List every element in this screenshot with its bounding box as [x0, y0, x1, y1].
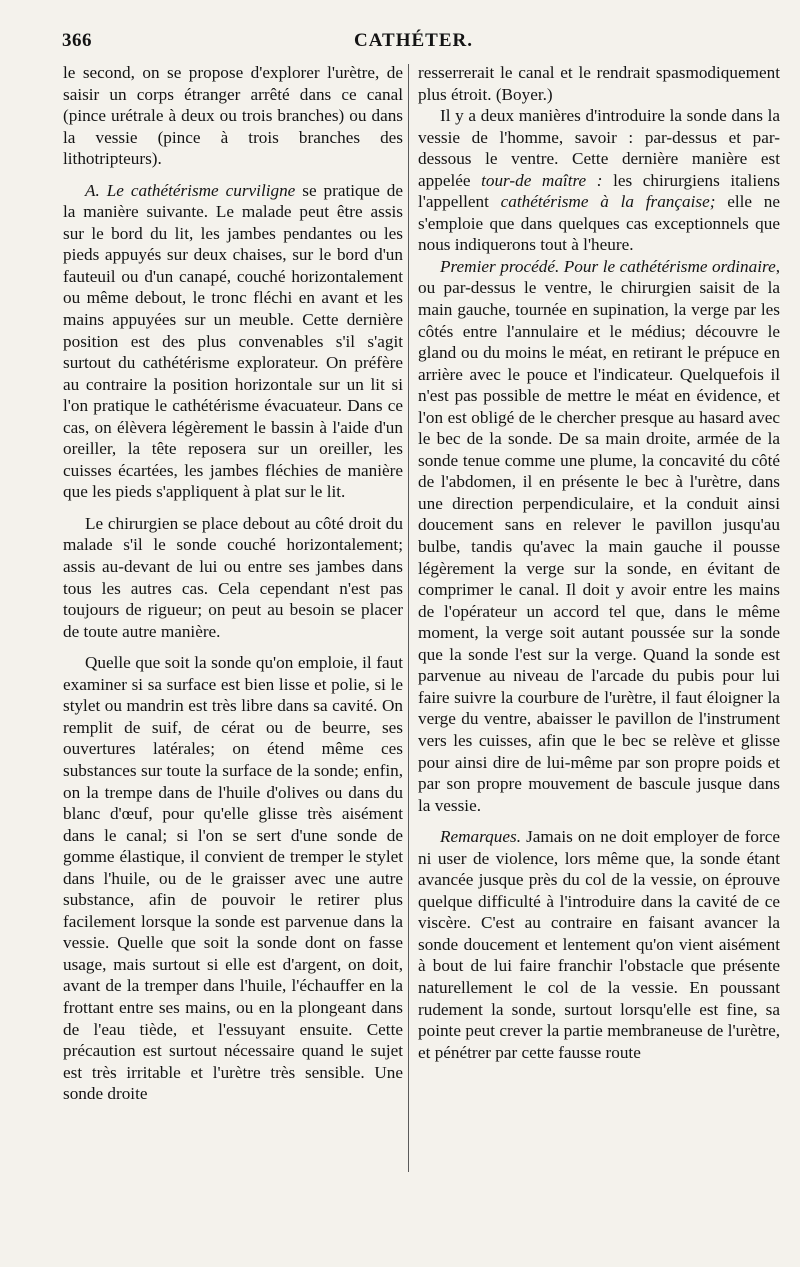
right-column — [418, 62, 780, 1063]
paragraph: le second, on se propose d'explorer l'urètre, de saisir un corps étranger arrêté dans ce canal (pince urétrale à deux ou trois branches) ou dans la vessie (pince à trois branches des lithotripteurs). — [63, 63, 403, 169]
paragraph: resserrerait le canal et le rendrait spasmodiquement plus étroit. (Boyer.) — [418, 63, 780, 104]
page-number: 366 — [62, 30, 92, 51]
paragraph: Quelle que soit la sonde qu'on emploie, il faut examiner si sa surface est bien lisse et polie, si le stylet ou mandrin est très libre dans sa cavité. On remplit de suif, de cérat ou de beurre, ses ouvertures latérales; on étend même ces substances sur toute la surface de la sonde; enfin, on la trempe dans de l'huile d'olives ou dans du blanc d'œuf, pour qu'elle glisse très aisément dans le canal; si l'on se sert d'une sonde de gomme élastique, il convient de tremper le stylet dans l'huile, ou de le graisser avec une autre substance, afin de pouvoir le retirer plus facilement lorsque la sonde est parvenue dans la vessie. Quelle que soit la sonde dont on fasse usage, mais surtout si elle est d'argent, on doit, avant de la tremper dans l'huile, l'échauffer en la frottant entre ses mains, ou en la plongeant dans de l'eau tiède, et l'essuyant ensuite. Cette précaution est surtout nécessaire quand le sujet est très irritable et l'urètre très sensible. Une sonde droite — [63, 653, 403, 1104]
paragraph: Le chirurgien se place debout au côté droit du malade s'il le sonde couché horizontalement; assis au-devant de lui ou entre ses jambes dans tous les autres cas. Cela cependant n'est pas toujours de rigueur; on peut au besoin se placer de toute autre manière. — [63, 513, 403, 641]
left-column — [63, 62, 403, 1105]
paragraph-text: elle ne s'emploie que dans quelques cas exceptionnels que nous indiquerons tout à l'heure. — [418, 192, 780, 255]
running-title: CATHÉTER. — [354, 30, 473, 51]
paragraph-text: les chirurgiens italiens l'appellent — [418, 170, 780, 212]
paragraph-text: Il y a deux manières d'introduire la sonde dans la vessie de l'homme, savoir : par-dessus et par-dessous le ventre. Cette dernière manière est appelée — [418, 106, 780, 190]
paragraph-text: , ou par-dessus le ventre, le chirurgien saisit de la main gauche, tournée en supination, la verge par les côtés entre l'annulaire et le médius; découvre le gland ou du moins le méat, en retirant le prépuce en arrière avec le pouce et l'indicateur. Quelquefois il n'est pas possible de mettre le méat en évidence, et l'on est obligé de le chercher presque au hasard avec le bec de la sonde. De sa main droite, armée de la sonde tenue comme une plume, la concavité du côté de l'abdomen, il en présente le bec à l'urètre, dans une direction perpendiculaire, et la conduit ainsi doucement sans en relever le pavillon jusqu'au bulbe, tandis qu'avec la main gauche il pousse légèrement la verge sur la sonde, en évitant de comprimer le canal. Il doit y avoir entre les mains de l'opérateur un accord tel que, dans le même moment, la verge soit autant poussée sur la sonde que la sonde l'est sur la verge. Quand la sonde est parvenue au niveau de l'arcade du pubis pour lui faire suivre la courbure de l'urètre, il faut éloigner la verge du ventre, abaisser le pavillon de l'instrument vers les cuisses, afin que le bec se relève et glisse pour ainsi dire de lui-même par son propre poids et par son propre mouvement de bascule jusque dans la vessie. — [418, 256, 780, 815]
section-heading: Remarques. — [440, 827, 521, 847]
page-header — [62, 30, 770, 60]
italic-term: tour-de maître : — [481, 170, 603, 190]
column-divider — [408, 64, 409, 1172]
paragraph-text: Jamais on ne doit employer de force ni user de violence, lors même que, la sonde étant avancée jusque près du col de la vessie, on éprouve quelque difficulté à l'introduire dans la cavité de ce viscère. C'est au contraire en faisant avancer la sonde doucement et lentement qu'on vient aisément à bout de lui faire franchir l'obstacle que présente naturellement le col de la vessie. En poussant rudement la sonde, surtout lorsqu'elle est fine, sa pointe peut crever la partie membraneuse de l'urètre, et pénétrer par cette fausse route — [418, 827, 780, 1062]
paragraph — [418, 826, 780, 1063]
section-heading: Premier procédé. Pour le cathétérisme ordinaire — [440, 256, 776, 276]
paragraph — [418, 105, 780, 256]
paragraph — [63, 180, 403, 503]
italic-term: cathétérisme à la française; — [500, 192, 716, 212]
paragraph — [418, 256, 780, 816]
section-heading: A. Le cathétérisme curviligne — [85, 180, 296, 200]
paragraph-text: se pratique de la manière suivante. Le malade peut être assis sur le bord du lit, les jambes pendantes ou les pieds appuyés sur deux chaises, sur le bord d'un fauteuil ou d'un canapé, couché horizontalement ou même debout, le tronc fléchi en avant et les mains appuyées sur un meuble. Cette dernière position est des plus convenables s'il s'agit surtout du cathétérisme explorateur. On préfère au contraire la position horizontale sur un lit si l'on pratique le cathétérisme évacuateur. Dans ce cas, on élèvera légèrement le bassin à l'aide d'un oreiller, la tête reposera sur un oreiller, les cuisses écartées, les jambes fléchies de manière que les pieds s'appliquent à plat sur le lit. — [63, 180, 403, 502]
